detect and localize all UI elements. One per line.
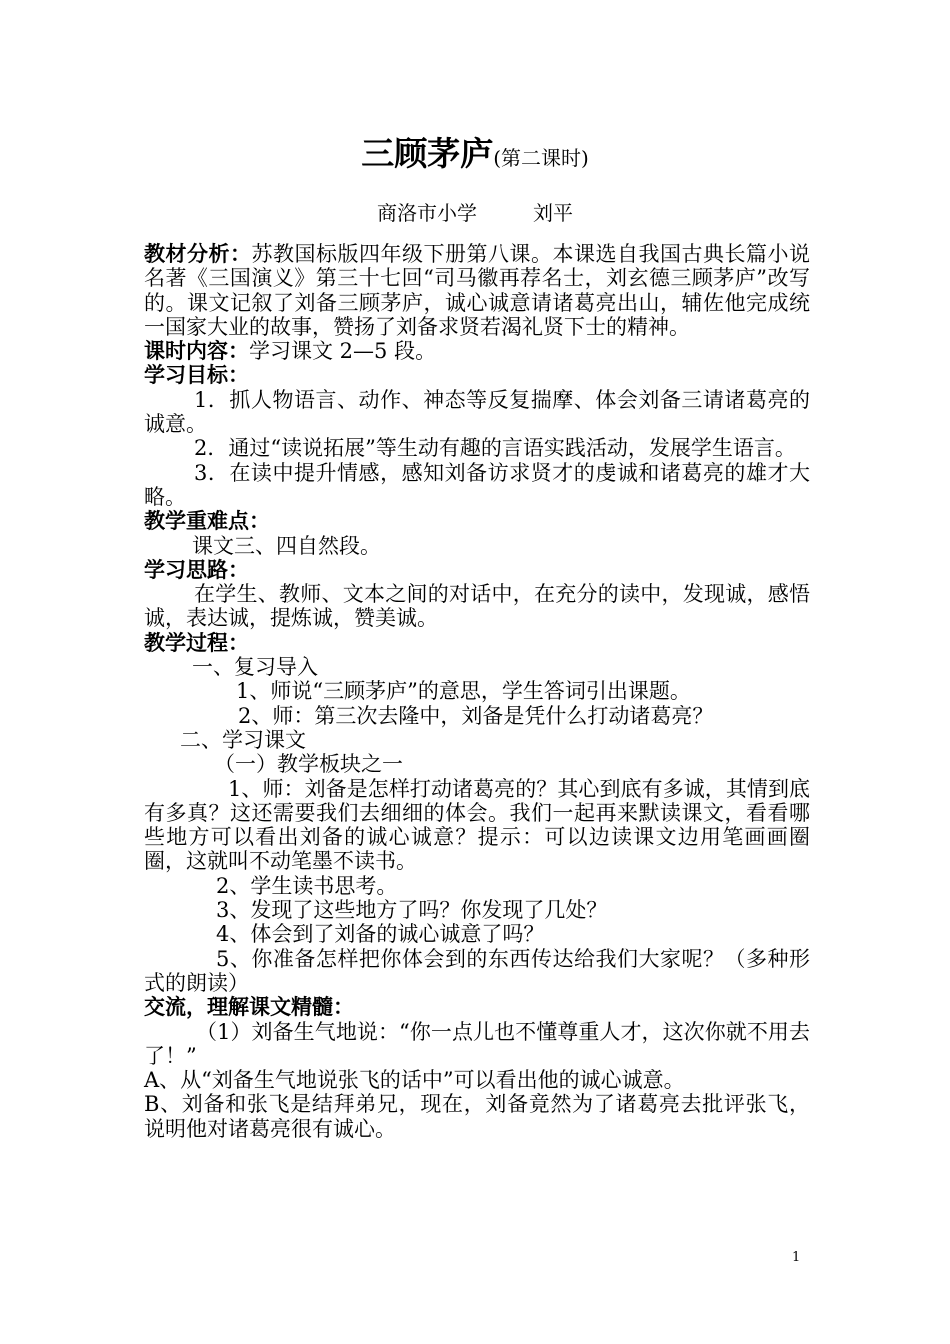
goal-item-1: 1．抓人物语言、动作、神态等反复揣摩、体会刘备三请诸葛亮的诚意。: [144, 387, 810, 437]
goal-item-3: 3．在读中提升情感，感知刘备访求贤才的虔诚和诸葛亮的雄才大略。: [144, 460, 810, 509]
approach-heading: 学习思路：: [144, 557, 249, 582]
process-part-1: 一、复习导入: [192, 655, 318, 680]
process-heading: 教学过程：: [144, 630, 249, 655]
exchange-point-a: A、从“刘备生气地说张飞的话中”可以看出他的诚心诚意。: [144, 1068, 685, 1093]
content-heading: 课时内容：: [144, 339, 249, 364]
process-part-2: 二、学习课文: [180, 727, 306, 752]
process-part-1-item-1: 1、师说“三顾茅庐”的意思，学生答词引出课题。: [236, 679, 691, 704]
author-school: 商洛市小学: [377, 201, 477, 225]
content-paragraph: [144, 339, 810, 363]
goals-heading: 学习目标：: [144, 363, 249, 388]
approach-text: 在学生、教师、文本之间的对话中，在充分的读中，发现诚，感悟诚，表达诚，提炼诚，赞美诚。: [144, 582, 810, 631]
process-step-2: 2、学生读书思考。: [216, 873, 398, 898]
process-part-1-item-2: 2、师：第三次去隆中，刘备是凭什么打动诸葛亮？: [238, 703, 714, 728]
document-body: [144, 242, 810, 1141]
author-name: 刘平: [533, 201, 573, 225]
content-text: 学习课文 2—5 段。: [249, 339, 437, 364]
process-block-1: （一）教学板块之一: [214, 752, 403, 777]
document-title: [0, 128, 950, 175]
process-step-1: 1、师：刘备是怎样打动诸葛亮的？其心到底有多诚，其情到底有多真？这还需要我们去细细的体会。我们一起再来默读课文，看看哪些地方可以看出刘备的诚心诚意？提示：可以边读课文边用笔画画圈圈，这就叫不动笔墨不读书。: [144, 776, 810, 874]
exchange-heading: 交流，理解课文精髓：: [144, 995, 354, 1020]
goal-item-2: 2．通过“读说拓展”等生动有趣的言语实践活动，发展学生语言。: [194, 436, 796, 461]
process-step-4: 4、体会到了刘备的诚心诚意了吗？: [216, 922, 545, 947]
exchange-quote: （1）刘备生气地说：“你一点儿也不懂尊重人才，这次你就不用去了！”: [144, 1019, 810, 1068]
analysis-paragraph: [144, 242, 810, 339]
analysis-heading: 教材分析：: [144, 242, 252, 266]
process-step-5: 5、你准备怎样把你体会到的东西传达给我们大家呢？（多种形式的朗读）: [144, 946, 810, 995]
title-main: 三顾茅庐: [361, 134, 494, 173]
title-subtitle: (第二课时): [493, 146, 589, 170]
author-line: [0, 197, 950, 226]
page-number: 1: [792, 1250, 801, 1265]
key-points-heading: 教学重难点：: [144, 509, 270, 534]
exchange-point-b: B、刘备和张飞是结拜弟兄，现在，刘备竟然为了诸葛亮去批评张飞，说明他对诸葛亮很有诚心。: [144, 1092, 810, 1141]
analysis-text: 苏教国标版四年级下册第八课。本课选自我国古典长篇小说名著《三国演义》第三十七回“司马徽再荐名士，刘玄德三顾茅庐”改写的。课文记叙了刘备三顾茅庐，诚心诚意请诸葛亮出山，辅佐他完成统一国家大业的故事，赞扬了刘备求贤若渴礼贤下士的精神。: [144, 242, 810, 339]
key-points-text: 课文三、四自然段。: [192, 533, 381, 558]
process-step-3: 3、发现了这些地方了吗？你发现了几处？: [216, 898, 608, 923]
